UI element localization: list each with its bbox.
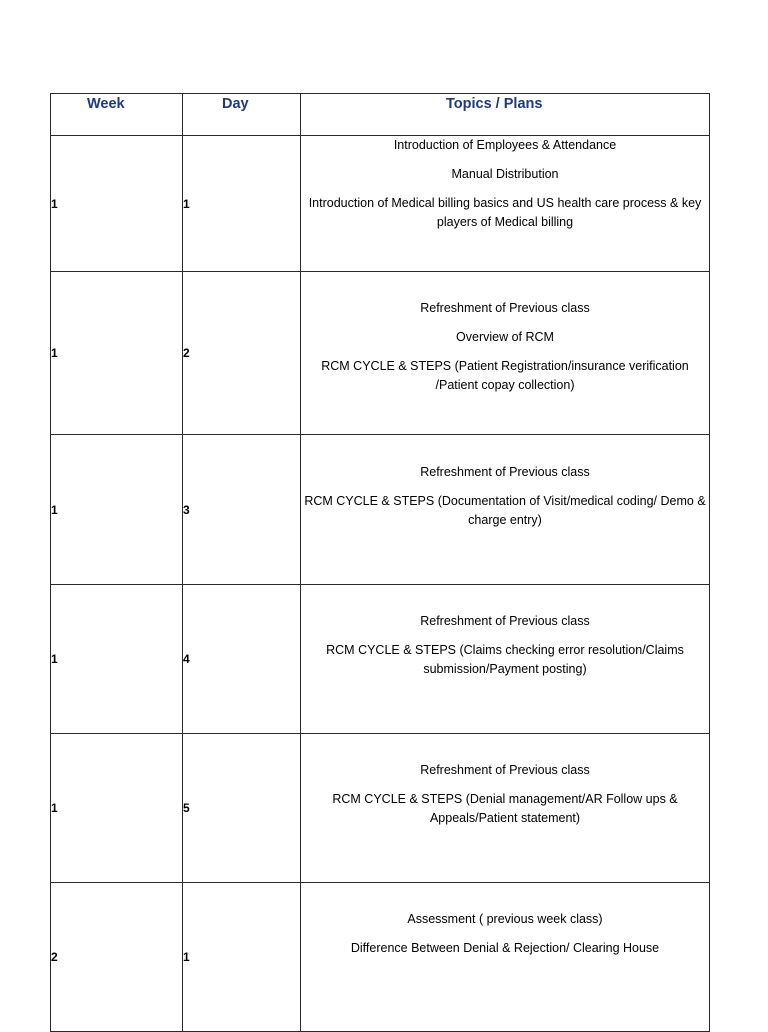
topic-item: Difference Between Denial & Rejection/ Clearing House: [350, 941, 660, 955]
week-value: 1: [51, 502, 58, 517]
day-cell: [183, 585, 301, 734]
table-row: [51, 272, 710, 435]
topic-item: RCM CYCLE & STEPS (Denial management/AR Follow ups & Appeals/Patient statement): [332, 792, 678, 825]
day-cell: [183, 883, 301, 1032]
week-value: 2: [51, 950, 58, 964]
week-value: 1: [51, 196, 58, 211]
topic-item: RCM CYCLE & STEPS (Documentation of Visit/medical coding/ Demo & charge entry): [304, 494, 706, 527]
table-row: [51, 734, 710, 883]
topic-item: Refreshment of Previous class: [420, 465, 590, 479]
topic-item: Introduction of Medical billing basics and US health care process & key players of Medical billing: [308, 196, 702, 229]
week-cell: [51, 883, 183, 1032]
topic-item: Refreshment of Previous class: [420, 301, 590, 315]
week-value: 1: [51, 652, 58, 666]
week-value: 1: [51, 801, 58, 815]
topic-item: Overview of RCM: [456, 330, 554, 344]
week-value: 1: [51, 346, 58, 360]
table-row: [51, 435, 710, 585]
topics-cell: [301, 435, 710, 585]
topics-cell: [301, 883, 710, 1032]
topics-cell: [301, 136, 710, 272]
topics-cell: [301, 272, 710, 435]
topic-item: Manual Distribution: [451, 167, 559, 181]
topic-item: Introduction of Employees & Attendance: [393, 138, 617, 152]
day-value: 2: [183, 346, 190, 360]
day-cell: [183, 435, 301, 585]
header-topics: Topics / Plans: [301, 94, 710, 136]
day-value: 4: [183, 652, 190, 666]
training-schedule-table: [50, 93, 710, 1032]
day-cell: [183, 136, 301, 272]
topics-cell: [301, 585, 710, 734]
header-week: Week: [51, 94, 183, 136]
topic-item: Refreshment of Previous class: [420, 763, 590, 777]
week-cell: [51, 585, 183, 734]
topics-cell: [301, 734, 710, 883]
table-row: [51, 585, 710, 734]
topic-item: RCM CYCLE & STEPS (Claims checking error resolution/Claims submission/Payment posting): [326, 643, 684, 676]
day-cell: [183, 272, 301, 435]
week-cell: [51, 734, 183, 883]
week-cell: [51, 435, 183, 585]
day-value: 3: [183, 502, 190, 517]
week-cell: [51, 272, 183, 435]
table-row: [51, 883, 710, 1032]
week-cell: [51, 136, 183, 272]
day-value: 1: [183, 196, 190, 211]
table-row: [51, 136, 710, 272]
day-value: 1: [183, 950, 190, 964]
topic-item: Refreshment of Previous class: [420, 614, 590, 628]
topic-item: RCM CYCLE & STEPS (Patient Registration/insurance verification /Patient copay collection): [321, 359, 689, 392]
topic-item: Assessment ( previous week class): [407, 912, 603, 926]
day-cell: [183, 734, 301, 883]
header-day: Day: [183, 94, 301, 136]
table-header-row: [51, 94, 710, 136]
day-value: 5: [183, 801, 190, 815]
